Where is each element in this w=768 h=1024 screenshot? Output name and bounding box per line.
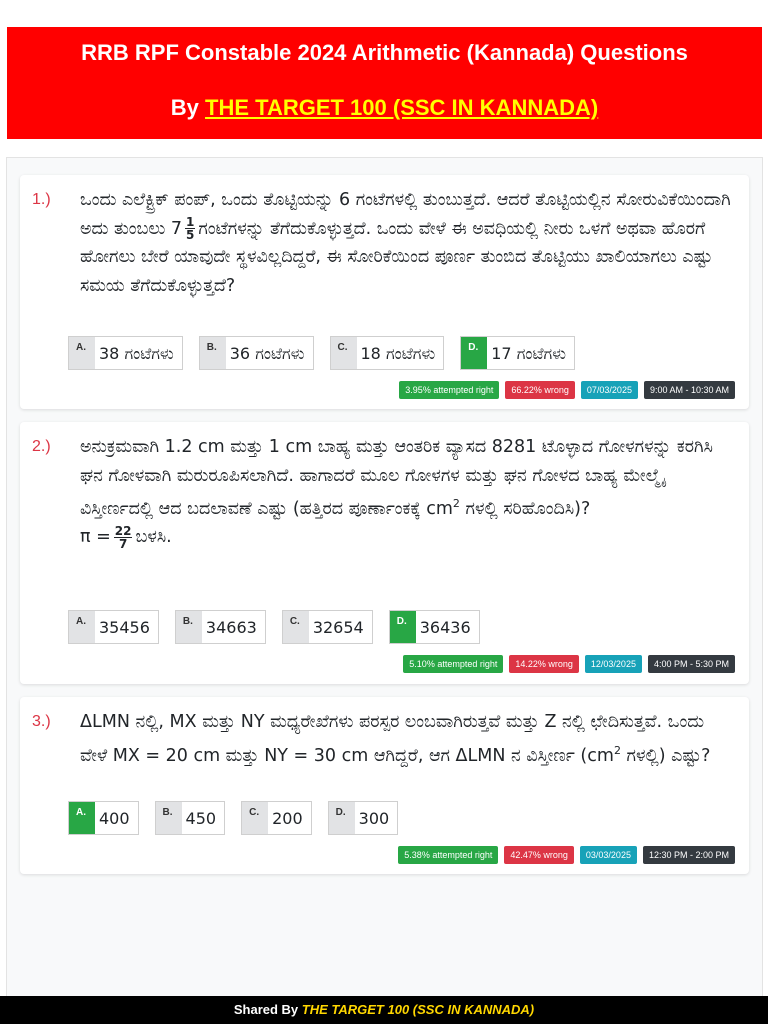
option-letter: C.	[283, 611, 309, 643]
wrong-percent-badge: 14.22% wrong	[509, 655, 579, 673]
option-c[interactable]	[330, 336, 445, 370]
question-card-3	[20, 697, 749, 874]
questions-container	[6, 157, 763, 997]
right-percent-badge: 5.38% attempted right	[398, 846, 498, 864]
question-card-1	[20, 175, 749, 409]
option-value: 18 ಗಂಟೆಗಳು	[360, 344, 436, 363]
option-a-correct[interactable]	[68, 801, 139, 835]
fraction-numerator: 1	[186, 215, 195, 229]
option-c[interactable]	[241, 801, 312, 835]
question-text	[80, 186, 735, 300]
option-value: 36436	[419, 618, 471, 637]
question-card-2	[20, 422, 749, 684]
page-footer	[0, 996, 768, 1024]
question-number: 3.)	[32, 713, 51, 730]
option-value: 17 ಗಂಟೆಗಳು	[491, 344, 566, 363]
option-value: 32654	[312, 618, 364, 637]
footer-channel: THE TARGET 100 (SSC IN KANNADA)	[301, 1002, 535, 1017]
option-value: 38 ಗಂಟೆಗಳು	[99, 344, 174, 363]
option-letter: D.	[329, 802, 355, 834]
option-letter: B.	[200, 337, 226, 369]
time-badge: 12:30 PM - 2:00 PM	[643, 846, 735, 864]
stats-badges	[403, 655, 735, 673]
right-percent-badge: 3.95% attempted right	[399, 381, 499, 399]
option-b[interactable]	[155, 801, 226, 835]
option-letter: C.	[242, 802, 268, 834]
option-value: 200	[272, 809, 303, 828]
option-value: 450	[185, 809, 217, 828]
option-value: 35456	[99, 618, 150, 637]
option-value: 34663	[205, 618, 257, 637]
pi-suffix: ಬಳಸಿ.	[135, 527, 172, 548]
question-text	[80, 433, 735, 552]
option-letter: D.	[461, 337, 487, 369]
fraction	[185, 216, 195, 241]
option-value: 36 ಗಂಟೆಗಳು	[229, 344, 305, 363]
page-title: RRB RPF Constable 2024 Arithmetic (Kannada) Questions	[81, 40, 688, 65]
option-c[interactable]	[282, 610, 373, 644]
date-badge: 12/03/2025	[585, 655, 642, 673]
option-value: 400	[99, 809, 130, 828]
option-letter: D.	[390, 611, 416, 643]
option-letter: B.	[156, 802, 182, 834]
stats-badges	[399, 381, 735, 399]
question-text-part: ಒಂದು ಎಲೆಕ್ಟ್ರಿಕ್ ಪಂಪ್, ಒಂದು ತೊಟ್ಟಿಯನ್ನು 6 ಗಂಟೆಗಳಲ್ಲಿ ತುಂಬುತ್ತದೆ. ಆದರೆ ತೊಟ್ಟಿಯಲ್ಲಿನ ಸೋರುವಿಕೆಯಿಂದಾಗಿ ಅದು ತುಂಬಲು 7	[80, 190, 731, 239]
options-row	[68, 610, 480, 644]
question-text-part: ಗಳಲ್ಲಿ ಸರಿಹೊಂದಿಸಿ)?	[465, 498, 591, 519]
pi-label: π =	[80, 527, 111, 548]
option-value: 300	[358, 809, 390, 828]
question-text-part: ಗಂಟೆಗಳನ್ನು ತೆಗೆದುಕೊಳ್ಳುತ್ತದೆ. ಒಂದು ವೇಳೆ ಈ ಅವಧಿಯಲ್ಲಿ ನೀರು ಒಳಗೆ ಅಥವಾ ಹೊರಗೆ ಹೋಗಲು ಬೇರೆ ಯಾವುದೇ ಸ್ಥಳವಿಲ್ಲದಿದ್ದರೆ, ಈ ಸೋರಿಕೆಯಿಂದ ಪೂರ್ಣ ತುಂಬಿದ ತೊಟ್ಟಿಯು ಖಾಲಿಯಾಗಲು ಎಷ್ಟು ಸಮಯ ತೆಗೆದುಕೊಳ್ಳುತ್ತದೆ?	[80, 218, 713, 296]
option-d-correct[interactable]	[460, 336, 575, 370]
options-row	[68, 801, 398, 835]
page-header	[7, 27, 762, 139]
option-d-correct[interactable]	[389, 610, 480, 644]
channel-link[interactable]: THE TARGET 100 (SSC IN KANNADA)	[205, 95, 599, 120]
options-row	[68, 336, 575, 370]
question-text-part: ಗಳಲ್ಲಿ) ಎಷ್ಟು?	[626, 745, 711, 766]
author-prefix: By	[170, 95, 206, 120]
superscript: 2	[452, 497, 460, 510]
option-b[interactable]	[175, 610, 266, 644]
stats-badges	[398, 846, 735, 864]
option-b[interactable]	[199, 336, 314, 370]
option-letter: A.	[69, 802, 95, 834]
option-letter: C.	[331, 337, 357, 369]
superscript: 2	[613, 743, 621, 757]
option-a[interactable]	[68, 336, 183, 370]
date-badge: 07/03/2025	[581, 381, 638, 399]
fraction-numerator: 22	[114, 523, 132, 538]
question-text-part: ಅನುಕ್ರಮವಾಗಿ 1.2 cm ಮತ್ತು 1 cm ಬಾಹ್ಯ ಮತ್ತು ಆಂತರಿಕ ವ್ಯಾಸದ 8281 ಟೊಳ್ಳಾದ ಗೋಳಗಳನ್ನು ಕರಗಿಸಿ ಘನ ಗೋಳವಾಗಿ ಮರುರೂಪಿಸಲಾಗಿದೆ. ಹಾಗಾದರೆ ಮೂಲ ಗೋಳಗಳ ಮತ್ತು ಘನ ಗೋಳದ ಬಾಹ್ಯ ಮೇಲ್ಮೈ ವಿಸ್ತೀರ್ಣದಲ್ಲಿ ಆದ ಬದಲಾವಣೆ ಎಷ್ಟು (ಹತ್ತಿರದ ಪೂರ್ಣಾಂಕಕ್ಕೆ cm	[80, 437, 713, 519]
fraction-denominator: 7	[118, 536, 128, 551]
date-badge: 03/03/2025	[580, 846, 637, 864]
option-a[interactable]	[68, 610, 159, 644]
wrong-percent-badge: 42.47% wrong	[504, 846, 574, 864]
question-text-part: ΔLMN ನಲ್ಲಿ, MX ಮತ್ತು NY ಮಧ್ಯರೇಖೆಗಳು ಪರಸ್ಪರ ಲಂಬವಾಗಿರುತ್ತವೆ ಮತ್ತು Z ನಲ್ಲಿ ಛೇದಿಸುತ್ತವೆ. ಒಂದು ವೇಳೆ MX = 20 cm ಮತ್ತು NY = 30 cm ಆಗಿದ್ದರೆ, ಆಗ ΔLMN ನ ವಿಸ್ತೀರ್ಣ (cm	[80, 712, 705, 766]
pi-fraction	[114, 525, 133, 550]
fraction-denominator: 5	[186, 228, 195, 242]
option-letter: B.	[176, 611, 202, 643]
time-badge: 4:00 PM - 5:30 PM	[648, 655, 735, 673]
question-number: 2.)	[32, 438, 51, 455]
footer-prefix: Shared By	[233, 1002, 302, 1017]
question-number: 1.)	[32, 191, 51, 208]
right-percent-badge: 5.10% attempted right	[403, 655, 503, 673]
author-line	[7, 95, 762, 121]
option-letter: A.	[69, 611, 95, 643]
option-d[interactable]	[328, 801, 399, 835]
wrong-percent-badge: 66.22% wrong	[505, 381, 575, 399]
question-text	[80, 708, 735, 770]
option-letter: A.	[69, 337, 95, 369]
time-badge: 9:00 AM - 10:30 AM	[644, 381, 735, 399]
